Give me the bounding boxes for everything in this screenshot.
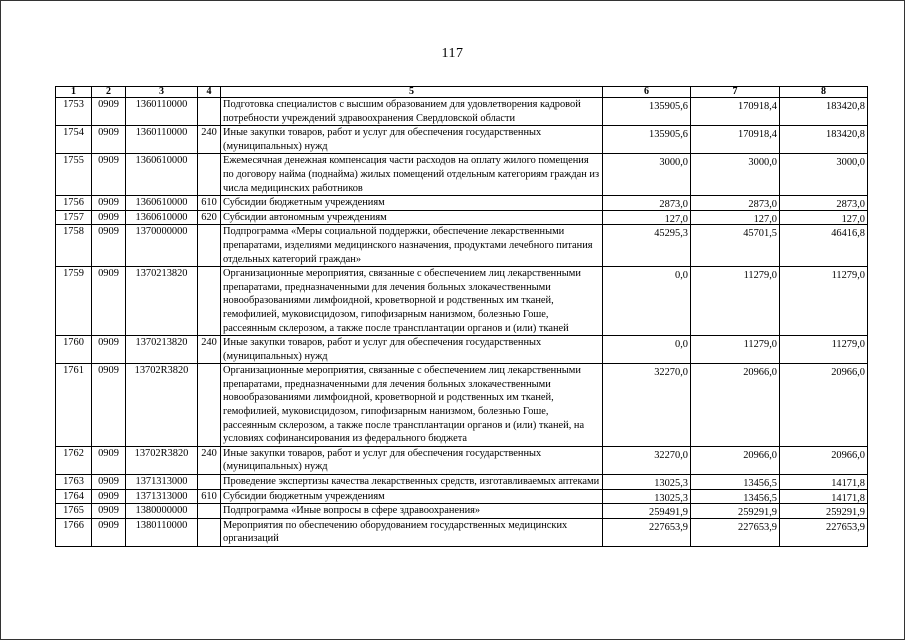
target-article-code: 1371313000 xyxy=(126,489,198,504)
item-name: Ежемесячная денежная компенсация части расходов на оплату жилого помещения по договору найма (поднайма) жилых помещений отдельным категориям граждан из числа медицинских работников xyxy=(221,154,603,196)
amount-col-8: 2873,0 xyxy=(780,196,868,211)
expense-type-code: 240 xyxy=(198,336,221,364)
amount-col-8: 127,0 xyxy=(780,210,868,225)
section-code: 0909 xyxy=(92,518,126,546)
item-name: Субсидии бюджетным учреждениям xyxy=(221,196,603,211)
expense-type-code xyxy=(198,518,221,546)
expense-type-code xyxy=(198,364,221,447)
page-number: 117 xyxy=(441,46,464,61)
section-code: 0909 xyxy=(92,154,126,196)
item-name: Субсидии бюджетным учреждениям xyxy=(221,489,603,504)
table-row xyxy=(56,475,868,490)
column-header: 3 xyxy=(126,87,198,98)
table-row xyxy=(56,98,868,126)
section-code: 0909 xyxy=(92,446,126,474)
row-number: 1753 xyxy=(56,98,92,126)
item-name: Организационные мероприятия, связанные с обеспечением лиц лекарственными препаратами, предназначенными для лечения больных злокачественными новообразованиями лимфоидной, кроветворной и родственных им тканей, гемофилией, муковисцидозом, гипофизарным нанизмом, болезнью Гоше, рассеянным склерозом, а также после трансплантации органов и (или) тканей xyxy=(221,267,603,336)
target-article-code: 1360610000 xyxy=(126,210,198,225)
amount-col-8: 20966,0 xyxy=(780,364,868,447)
amount-col-7: 227653,9 xyxy=(691,518,780,546)
section-code: 0909 xyxy=(92,475,126,490)
amount-col-6: 127,0 xyxy=(603,210,691,225)
row-number: 1759 xyxy=(56,267,92,336)
target-article-code: 1360110000 xyxy=(126,126,198,154)
target-article-code: 13702R3820 xyxy=(126,446,198,474)
amount-col-8: 183420,8 xyxy=(780,126,868,154)
row-number: 1758 xyxy=(56,225,92,267)
expense-type-code xyxy=(198,225,221,267)
item-name: Подпрограмма «Меры социальной поддержки, обеспечение лекарственными препаратами, изделиями медицинского назначения, продуктами лечебного питания отдельных категорий граждан» xyxy=(221,225,603,267)
target-article-code: 1370000000 xyxy=(126,225,198,267)
row-number: 1755 xyxy=(56,154,92,196)
expense-type-code: 240 xyxy=(198,126,221,154)
amount-col-7: 45701,5 xyxy=(691,225,780,267)
expense-type-code: 610 xyxy=(198,196,221,211)
row-number: 1757 xyxy=(56,210,92,225)
row-number: 1766 xyxy=(56,518,92,546)
column-header: 4 xyxy=(198,87,221,98)
target-article-code: 1360610000 xyxy=(126,154,198,196)
table-row xyxy=(56,126,868,154)
row-number: 1760 xyxy=(56,336,92,364)
amount-col-7: 13456,5 xyxy=(691,489,780,504)
target-article-code: 1370213820 xyxy=(126,267,198,336)
amount-col-6: 2873,0 xyxy=(603,196,691,211)
section-code: 0909 xyxy=(92,126,126,154)
amount-col-6: 32270,0 xyxy=(603,364,691,447)
section-code: 0909 xyxy=(92,336,126,364)
table-row xyxy=(56,225,868,267)
amount-col-8: 14171,8 xyxy=(780,489,868,504)
amount-col-7: 170918,4 xyxy=(691,126,780,154)
table-row xyxy=(56,196,868,211)
amount-col-8: 11279,0 xyxy=(780,267,868,336)
amount-col-8: 46416,8 xyxy=(780,225,868,267)
item-name: Иные закупки товаров, работ и услуг для обеспечения государственных (муниципальных) нужд xyxy=(221,336,603,364)
target-article-code: 1380110000 xyxy=(126,518,198,546)
target-article-code: 13702R3820 xyxy=(126,364,198,447)
amount-col-7: 20966,0 xyxy=(691,446,780,474)
row-number: 1761 xyxy=(56,364,92,447)
amount-col-6: 259491,9 xyxy=(603,504,691,519)
section-code: 0909 xyxy=(92,196,126,211)
table-row xyxy=(56,489,868,504)
amount-col-6: 227653,9 xyxy=(603,518,691,546)
amount-col-7: 2873,0 xyxy=(691,196,780,211)
table-row xyxy=(56,267,868,336)
amount-col-6: 32270,0 xyxy=(603,446,691,474)
expense-type-code xyxy=(198,475,221,490)
item-name: Подпрограмма «Иные вопросы в сфере здравоохранения» xyxy=(221,504,603,519)
table-row xyxy=(56,364,868,447)
table-row xyxy=(56,518,868,546)
row-number: 1754 xyxy=(56,126,92,154)
expense-type-code xyxy=(198,154,221,196)
amount-col-7: 11279,0 xyxy=(691,336,780,364)
amount-col-6: 45295,3 xyxy=(603,225,691,267)
budget-table xyxy=(55,86,868,547)
section-code: 0909 xyxy=(92,364,126,447)
section-code: 0909 xyxy=(92,210,126,225)
amount-col-8: 183420,8 xyxy=(780,98,868,126)
item-name: Иные закупки товаров, работ и услуг для обеспечения государственных (муниципальных) нужд xyxy=(221,126,603,154)
amount-col-6: 0,0 xyxy=(603,336,691,364)
table-row xyxy=(56,210,868,225)
amount-col-8: 20966,0 xyxy=(780,446,868,474)
column-header: 5 xyxy=(221,87,603,98)
column-header: 2 xyxy=(92,87,126,98)
expense-type-code: 610 xyxy=(198,489,221,504)
amount-col-7: 170918,4 xyxy=(691,98,780,126)
amount-col-6: 0,0 xyxy=(603,267,691,336)
column-header: 1 xyxy=(56,87,92,98)
table-row xyxy=(56,446,868,474)
amount-col-8: 14171,8 xyxy=(780,475,868,490)
amount-col-7: 11279,0 xyxy=(691,267,780,336)
target-article-code: 1360610000 xyxy=(126,196,198,211)
amount-col-6: 3000,0 xyxy=(603,154,691,196)
item-name: Мероприятия по обеспечению оборудованием государственных медицинских организаций xyxy=(221,518,603,546)
target-article-code: 1360110000 xyxy=(126,98,198,126)
item-name: Подготовка специалистов с высшим образованием для удовлетворения кадровой потребности учреждений здравоохранения Свердловской области xyxy=(221,98,603,126)
header-row xyxy=(56,87,868,98)
section-code: 0909 xyxy=(92,267,126,336)
amount-col-7: 3000,0 xyxy=(691,154,780,196)
amount-col-6: 13025,3 xyxy=(603,475,691,490)
item-name: Иные закупки товаров, работ и услуг для обеспечения государственных (муниципальных) нужд xyxy=(221,446,603,474)
amount-col-6: 135905,6 xyxy=(603,98,691,126)
item-name: Субсидии автономным учреждениям xyxy=(221,210,603,225)
section-code: 0909 xyxy=(92,504,126,519)
amount-col-7: 127,0 xyxy=(691,210,780,225)
target-article-code: 1380000000 xyxy=(126,504,198,519)
amount-col-6: 135905,6 xyxy=(603,126,691,154)
row-number: 1764 xyxy=(56,489,92,504)
expense-type-code: 620 xyxy=(198,210,221,225)
expense-type-code xyxy=(198,267,221,336)
target-article-code: 1370213820 xyxy=(126,336,198,364)
section-code: 0909 xyxy=(92,225,126,267)
expense-type-code xyxy=(198,504,221,519)
amount-col-8: 227653,9 xyxy=(780,518,868,546)
row-number: 1762 xyxy=(56,446,92,474)
section-code: 0909 xyxy=(92,98,126,126)
expense-type-code: 240 xyxy=(198,446,221,474)
table-row xyxy=(56,154,868,196)
row-number: 1756 xyxy=(56,196,92,211)
row-number: 1763 xyxy=(56,475,92,490)
item-name: Организационные мероприятия, связанные с обеспечением лиц лекарственными препаратами, предназначенными для лечения больных злокачественными новообразованиями лимфоидной, кроветворной и родственных им тканей, гемофилией, муковисцидозом, гипофизарным нанизмом, болезнью Гоше, рассеянным склерозом, а также после трансплантации органов и (или) тканей, на условиях софинансирования из федерального бюджета xyxy=(221,364,603,447)
section-code: 0909 xyxy=(92,489,126,504)
table-row xyxy=(56,336,868,364)
column-header: 8 xyxy=(780,87,868,98)
amount-col-8: 3000,0 xyxy=(780,154,868,196)
item-name: Проведение экспертизы качества лекарственных средств, изготавливаемых аптеками xyxy=(221,475,603,490)
column-header: 6 xyxy=(603,87,691,98)
row-number: 1765 xyxy=(56,504,92,519)
amount-col-7: 13456,5 xyxy=(691,475,780,490)
target-article-code: 1371313000 xyxy=(126,475,198,490)
expense-type-code xyxy=(198,98,221,126)
table-row xyxy=(56,504,868,519)
amount-col-7: 20966,0 xyxy=(691,364,780,447)
amount-col-7: 259291,9 xyxy=(691,504,780,519)
amount-col-6: 13025,3 xyxy=(603,489,691,504)
amount-col-8: 259291,9 xyxy=(780,504,868,519)
column-header: 7 xyxy=(691,87,780,98)
amount-col-8: 11279,0 xyxy=(780,336,868,364)
